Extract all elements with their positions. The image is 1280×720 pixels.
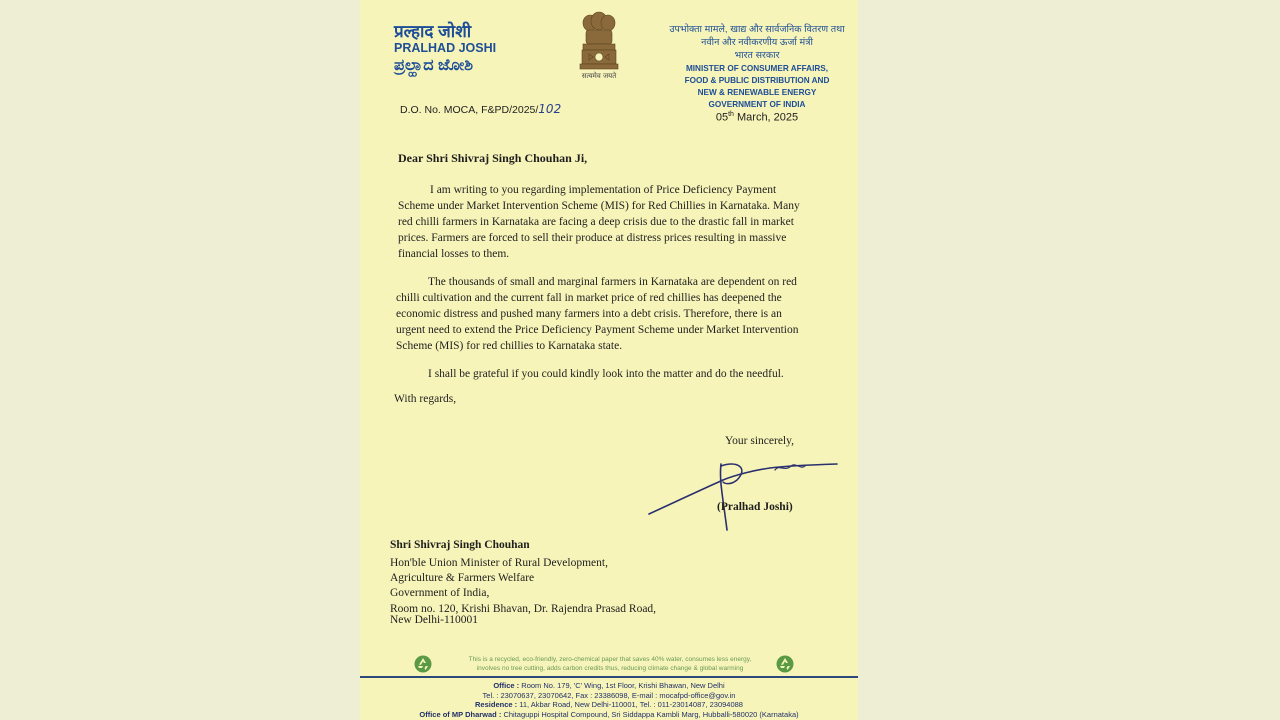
addressee-line: Hon'ble Union Minister of Rural Development, [390,557,608,569]
department-english-line: GOVERNMENT OF INDIA [708,100,806,109]
office-label: Office : [493,681,520,690]
body-line: The thousands of small and marginal farmers in Karnataka are dependent on red [428,276,797,288]
sender-name-english: PRALHAD JOSHI [394,41,497,55]
department-english-line: NEW & RENEWABLE ENERGY [697,88,817,97]
department-hindi-line: भारत सरकार [734,50,780,61]
date-day: 05 [715,111,729,124]
sender-name-hindi: प्रल्हाद जोशी [394,22,472,41]
footer-divider [360,676,858,678]
addressee-line: Agriculture & Farmers Welfare [390,572,535,584]
eco-paper-note: involves no tree cutting, adds carbon credits thus, reducing climate change & global warming [476,665,744,672]
eco-paper-note: This is a recycled, eco-friendly, zero-chemical paper that saves 40% water, consumes less energy, [468,656,752,663]
body-line: prices. Farmers are forced to sell their produce at distress prices resulting in massive [398,232,787,244]
office-text: Room No. 179, 'C' Wing, 1st Floor, Krishi Bhawan, New Delhi [519,681,725,690]
sender-name-kannada: ಪ್ರಲ್ಹಾದ ಜೋಶಿ [394,57,474,74]
body-line: chilli cultivation and the current fall in market price of red chillies has deepened the [396,292,782,304]
reference-printed: D.O. No. MOCA, F&PD/2025/ [400,104,539,116]
addressee-line: New Delhi-110001 [390,614,479,626]
body-line: urgent need to extend the Price Deficiency Payment Scheme under Market Intervention [396,324,799,336]
body-line: red chilli farmers in Karnataka are facing a deep crisis due to the drastic fall in market [398,216,794,228]
residence-text: 11, Akbar Road, New Delhi-110001, Tel. : 011-23014087, 23094088 [517,700,743,709]
office-address [360,681,858,690]
body-line: I shall be grateful if you could kindly look into the matter and do the needful. [428,368,784,380]
body-line: Scheme under Market Intervention Scheme (MIS) for Red Chillies in Karnataka. Many [398,200,800,212]
addressee-line: Room no. 120, Krishi Bhavan, Dr. Rajendra Prasad Road, [390,603,657,615]
addressee-line: Government of India, [390,587,490,599]
signatory-name: (Pralhad Joshi) [717,501,793,513]
mp-office-label: Office of MP Dharwad : [419,710,502,719]
department-english-line: MINISTER OF CONSUMER AFFAIRS, [685,64,829,73]
signature-icon [645,458,840,534]
reference-handwritten: 102 [538,102,562,116]
reference-number [400,102,561,116]
mp-office-text: Chitaguppi Hospital Compound, Sri Siddappa Kambli Marg, Hubballi-580020 (Karnataka) [501,710,799,719]
body-line: I am writing to you regarding implementation of Price Deficiency Payment [430,184,777,196]
body-line: economic distress and pushed many farmers into a debt crisis. Therefore, there is an [396,308,782,320]
salutation: Dear Shri Shivraj Singh Chouhan Ji, [398,151,588,165]
date-suffix: th [728,111,734,118]
letter-page [360,0,858,720]
department-english-line: FOOD & PUBLIC DISTRIBUTION AND [684,76,830,85]
emblem-motto: सत्यमेव जयते [581,72,617,80]
department-hindi-line: उपभोक्ता मामले, खाद्य और सार्वजनिक वितरण तथा [669,24,845,35]
residence-label: Residence : [475,700,518,709]
department-hindi-line: नवीन और नवीकरणीय ऊर्जा मंत्री [701,37,813,48]
closing-regards: With regards, [394,393,457,405]
body-line: Scheme (MIS) for red chillies to Karnataka state. [396,340,623,352]
addressee-name: Shri Shivraj Singh Chouhan [390,539,530,551]
date-rest: March, 2025 [733,111,799,124]
residence-address [360,700,858,709]
closing-sincerely: Your sincerely, [725,435,794,447]
office-contact: Tel. : 23070637, 23070642, Fax : 23386098, E-mail : mocafpd-office@gov.in [482,691,736,700]
mp-office-address [360,710,858,719]
recycle-icon [414,655,432,673]
letter-date [660,111,854,124]
body-line: financial losses to them. [398,248,510,260]
